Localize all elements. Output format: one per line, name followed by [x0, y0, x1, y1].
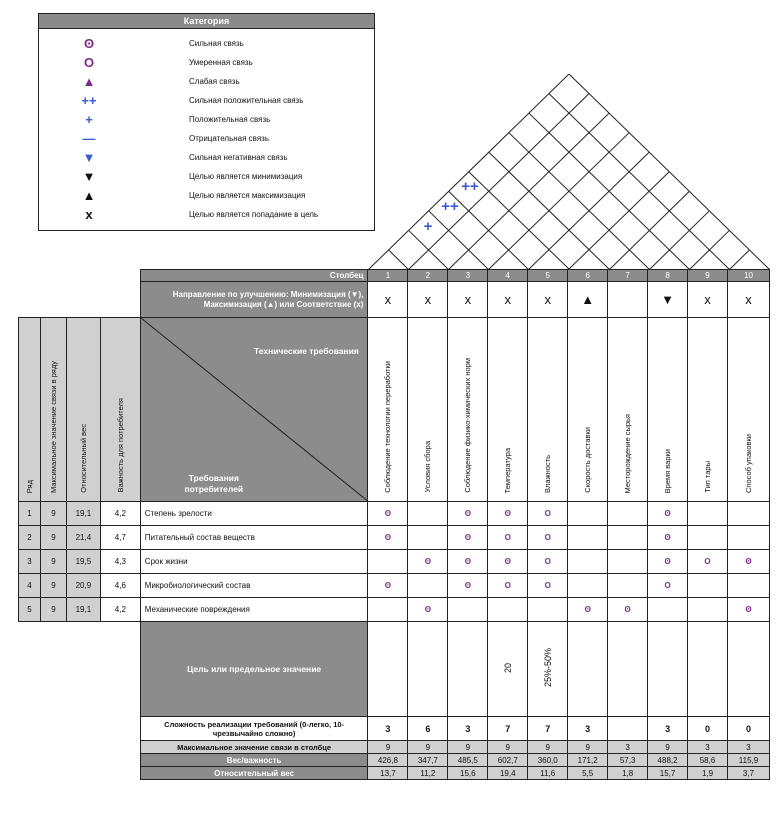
target-cell	[448, 622, 488, 717]
customer-requirements-label: Требования потребителей	[184, 473, 244, 494]
correlation-roof	[368, 74, 770, 270]
row-importance: 4,2	[100, 598, 140, 622]
relative-weight-value: 13,7	[368, 767, 408, 780]
column-number: 7	[608, 270, 648, 282]
relation-cell: ʘ	[727, 598, 769, 622]
difficulty-value: 6	[408, 717, 448, 741]
relation-cell: O	[488, 574, 528, 598]
weight-value: 360,0	[528, 754, 568, 767]
roof-grid	[368, 74, 770, 270]
tech-req-label: Температура	[503, 447, 513, 493]
target-cell	[408, 622, 448, 717]
weight-importance-label: Вес/важность	[140, 754, 368, 767]
legend-label: Отрицательная связь	[189, 134, 270, 143]
relation-cell: ʘ	[488, 502, 528, 526]
weight-value: 171,2	[568, 754, 608, 767]
relation-cell	[608, 574, 648, 598]
relation-cell	[608, 526, 648, 550]
table-row	[19, 550, 770, 574]
customer-requirement: Механические повреждения	[140, 598, 368, 622]
row-number: 3	[19, 550, 41, 574]
column-max-value: 3	[688, 741, 728, 754]
column-max-value: 9	[648, 741, 688, 754]
relation-cell: O	[488, 526, 528, 550]
relation-cell: O	[528, 550, 568, 574]
relation-cell: ʘ	[368, 574, 408, 598]
tech-req-header	[368, 318, 408, 502]
legend-row	[39, 53, 374, 72]
tech-req-label: Скорость доставки	[583, 427, 593, 493]
column-number: 8	[648, 270, 688, 282]
row-weight: 19,1	[66, 502, 100, 526]
table-row	[19, 574, 770, 598]
legend-label: Слабая связь	[189, 77, 240, 86]
weight-header-cell	[66, 318, 100, 502]
table-row	[19, 526, 770, 550]
relative-weight-value: 3,7	[727, 767, 769, 780]
column-number: 9	[688, 270, 728, 282]
positive-icon: +	[85, 112, 93, 127]
importance-header-cell	[100, 318, 140, 502]
minimize-icon: ▼	[82, 169, 96, 184]
legend-box	[38, 13, 375, 231]
relation-cell	[608, 502, 648, 526]
weight-value: 58,6	[688, 754, 728, 767]
target-icon: x	[85, 207, 93, 222]
relation-cell: ʘ	[608, 598, 648, 622]
relation-cell: ʘ	[448, 502, 488, 526]
column-max-value: 3	[608, 741, 648, 754]
moderate-relation-icon: O	[83, 55, 95, 70]
weight-value: 485,5	[448, 754, 488, 767]
relation-cell	[528, 598, 568, 622]
legend-label: Сильная негативная связь	[189, 153, 288, 162]
column-max-value: 9	[448, 741, 488, 754]
relation-cell	[448, 598, 488, 622]
relative-weight-value: 1,8	[608, 767, 648, 780]
relative-weight-value: 11,6	[528, 767, 568, 780]
table-row	[19, 502, 770, 526]
column-max-value: 9	[408, 741, 448, 754]
row-header: Ряд	[24, 479, 34, 493]
difficulty-value: 3	[368, 717, 408, 741]
tech-req-header	[448, 318, 488, 502]
relation-cell: ʘ	[488, 550, 528, 574]
relation-cell: ʘ	[448, 574, 488, 598]
direction-minimize-icon: ▼	[648, 282, 688, 318]
roof-positive-icon: +	[423, 218, 433, 235]
strong-relation-icon: ʘ	[83, 36, 95, 51]
relation-cell	[568, 526, 608, 550]
tech-req-header	[727, 318, 769, 502]
legend-label: Сильная положительная связь	[189, 96, 304, 105]
legend-title: Категория	[39, 14, 374, 29]
relation-cell	[408, 574, 448, 598]
relation-cell: O	[688, 550, 728, 574]
row-weight: 19,5	[66, 550, 100, 574]
tech-req-label: Условия сбора	[423, 441, 433, 493]
row-max: 9	[40, 502, 66, 526]
relation-cell	[368, 550, 408, 574]
row-importance: 4,6	[100, 574, 140, 598]
relation-cell: ʘ	[648, 526, 688, 550]
direction-target-icon: x	[448, 282, 488, 318]
relation-cell: ʘ	[368, 526, 408, 550]
target-value: 25%-50%	[542, 648, 553, 688]
relation-cell: O	[528, 574, 568, 598]
legend-row	[39, 72, 374, 91]
target-cell	[688, 622, 728, 717]
direction-target-icon: x	[408, 282, 448, 318]
qfd-matrix	[18, 269, 770, 780]
column-max-label: Максимальное значение связи в столбце	[140, 741, 368, 754]
difficulty-value: 0	[688, 717, 728, 741]
target-cell	[488, 622, 528, 717]
direction-maximize-icon: ▲	[568, 282, 608, 318]
relation-cell: ʘ	[408, 598, 448, 622]
legend-row	[39, 148, 374, 167]
tech-req-header	[608, 318, 648, 502]
strong-negative-icon: ▼	[82, 150, 96, 165]
roof-strong-positive-icon: ++	[441, 198, 459, 215]
row-importance: 4,7	[100, 526, 140, 550]
legend-row	[39, 205, 374, 224]
target-value: 20	[502, 662, 513, 673]
table-row	[19, 598, 770, 622]
weight-value: 602,7	[488, 754, 528, 767]
relation-cell: ʘ	[648, 502, 688, 526]
relative-weight-value: 11,2	[408, 767, 448, 780]
tech-req-label: Способ упаковки	[743, 433, 753, 493]
weight-value: 115,9	[727, 754, 769, 767]
tech-req-header	[648, 318, 688, 502]
relative-weight-value: 19,4	[488, 767, 528, 780]
target-cell	[368, 622, 408, 717]
strong-positive-icon: ++	[81, 93, 97, 108]
row-importance: 4,3	[100, 550, 140, 574]
relation-cell	[488, 598, 528, 622]
direction-target-icon: x	[368, 282, 408, 318]
column-max-value: 9	[488, 741, 528, 754]
direction-target-icon: x	[528, 282, 568, 318]
relation-cell	[727, 526, 769, 550]
target-cell	[727, 622, 769, 717]
row-max: 9	[40, 598, 66, 622]
legend-row	[39, 167, 374, 186]
column-max-value: 9	[528, 741, 568, 754]
weight-value: 57,3	[608, 754, 648, 767]
row-number: 4	[19, 574, 41, 598]
tech-req-header	[528, 318, 568, 502]
legend-label: Умеренная связь	[189, 58, 253, 67]
relative-weight-value: 1,9	[688, 767, 728, 780]
relation-cell	[727, 502, 769, 526]
customer-requirement: Срок жизни	[140, 550, 368, 574]
relation-cell: O	[648, 574, 688, 598]
legend-row	[39, 186, 374, 205]
tech-req-header	[408, 318, 448, 502]
target-label: Цель или предельное значение	[140, 622, 368, 717]
relation-cell	[408, 502, 448, 526]
legend-label: Целью является максимизация	[189, 191, 306, 200]
target-cell	[608, 622, 648, 717]
relation-cell: ʘ	[568, 598, 608, 622]
difficulty-value: 7	[528, 717, 568, 741]
column-max-value: 3	[727, 741, 769, 754]
relation-cell: ʘ	[408, 550, 448, 574]
tech-req-header	[568, 318, 608, 502]
row-number: 5	[19, 598, 41, 622]
relation-cell	[568, 550, 608, 574]
legend-row	[39, 34, 374, 53]
target-cell	[528, 622, 568, 717]
legend-label: Целью является минимизация	[189, 172, 303, 181]
direction-label: Направление по улучшению: Минимизация (▼), Максимизация (▲) или Соответствие (x)	[140, 282, 368, 318]
column-number: 4	[488, 270, 528, 282]
legend-label: Положительная связь	[189, 115, 271, 124]
legend-row	[39, 110, 374, 129]
relation-cell	[688, 526, 728, 550]
row-weight: 19,1	[66, 598, 100, 622]
column-max-value: 9	[368, 741, 408, 754]
relation-cell: ʘ	[448, 526, 488, 550]
tech-req-label: Время варки	[663, 448, 673, 493]
relative-weight-header: Относительный вес	[78, 424, 88, 493]
tech-req-header	[488, 318, 528, 502]
column-label: Столбец	[140, 270, 368, 282]
legend-row	[39, 129, 374, 148]
relation-cell: O	[528, 526, 568, 550]
relation-cell: ʘ	[727, 550, 769, 574]
tech-req-label: Соблюдение физико-химических норм	[463, 358, 473, 493]
difficulty-value: 3	[568, 717, 608, 741]
weak-relation-icon: ▲	[82, 74, 96, 89]
column-max-value: 9	[568, 741, 608, 754]
row-importance: 4,2	[100, 502, 140, 526]
relation-cell	[408, 526, 448, 550]
tech-req-label: Соблюдение технологии переработки	[383, 361, 393, 493]
direction-empty	[608, 282, 648, 318]
column-number: 6	[568, 270, 608, 282]
relation-cell	[368, 598, 408, 622]
difficulty-value: 0	[727, 717, 769, 741]
relation-cell: ʘ	[448, 550, 488, 574]
diagonal-header-cell	[140, 318, 368, 502]
relation-cell	[568, 502, 608, 526]
relation-cell	[727, 574, 769, 598]
column-number: 5	[528, 270, 568, 282]
relation-cell: ʘ	[368, 502, 408, 526]
row-max: 9	[40, 550, 66, 574]
relation-cell	[688, 502, 728, 526]
target-cell	[648, 622, 688, 717]
relation-cell: O	[528, 502, 568, 526]
relation-cell	[568, 574, 608, 598]
relation-cell	[688, 598, 728, 622]
technical-requirements-label: Технические требования	[253, 346, 359, 356]
customer-requirement: Микробиологический состав	[140, 574, 368, 598]
relation-cell: ʘ	[648, 550, 688, 574]
row-header-cell	[19, 318, 41, 502]
direction-target-icon: x	[727, 282, 769, 318]
row-number: 1	[19, 502, 41, 526]
difficulty-value: 7	[488, 717, 528, 741]
tech-req-header	[688, 318, 728, 502]
customer-requirement: Степень зрелости	[140, 502, 368, 526]
max-relation-header: Максимальное значение связи в ряду	[48, 360, 58, 493]
relation-cell	[688, 574, 728, 598]
importance-header: Важность для потребителя	[115, 398, 125, 493]
maximize-icon: ▲	[82, 188, 96, 203]
legend-row	[39, 91, 374, 110]
customer-requirement: Питательный состав веществ	[140, 526, 368, 550]
column-number: 3	[448, 270, 488, 282]
negative-icon: —	[82, 131, 96, 146]
difficulty-value: 3	[448, 717, 488, 741]
relation-cell	[608, 550, 648, 574]
weight-value: 488,2	[648, 754, 688, 767]
column-number: 10	[727, 270, 769, 282]
difficulty-value: 3	[648, 717, 688, 741]
relative-weight-value: 15,6	[448, 767, 488, 780]
relative-weight-value: 15,7	[648, 767, 688, 780]
direction-target-icon: x	[488, 282, 528, 318]
column-number: 1	[368, 270, 408, 282]
weight-value: 347,7	[408, 754, 448, 767]
difficulty-value	[608, 717, 648, 741]
target-cell	[568, 622, 608, 717]
relative-weight-value: 5,5	[568, 767, 608, 780]
difficulty-label: Сложность реализации требований (0-легко, 10-чрезвычайно сложно)	[140, 717, 368, 741]
row-max: 9	[40, 574, 66, 598]
tech-req-label: Месторождение сырья	[623, 413, 633, 493]
tech-req-label: Тип тары	[703, 461, 713, 493]
tech-req-label: Влажность	[543, 455, 553, 493]
max-relation-header-cell	[40, 318, 66, 502]
row-max: 9	[40, 526, 66, 550]
direction-target-icon: x	[688, 282, 728, 318]
legend-label: Сильная связь	[189, 39, 244, 48]
relative-weight-label: Относительный вес	[140, 767, 368, 780]
row-weight: 20,9	[66, 574, 100, 598]
row-weight: 21,4	[66, 526, 100, 550]
row-number: 2	[19, 526, 41, 550]
legend-label: Целью является попадание в цель	[189, 210, 319, 219]
relation-cell	[648, 598, 688, 622]
weight-value: 426,8	[368, 754, 408, 767]
roof-strong-positive-icon: ++	[461, 178, 479, 195]
column-number: 2	[408, 270, 448, 282]
